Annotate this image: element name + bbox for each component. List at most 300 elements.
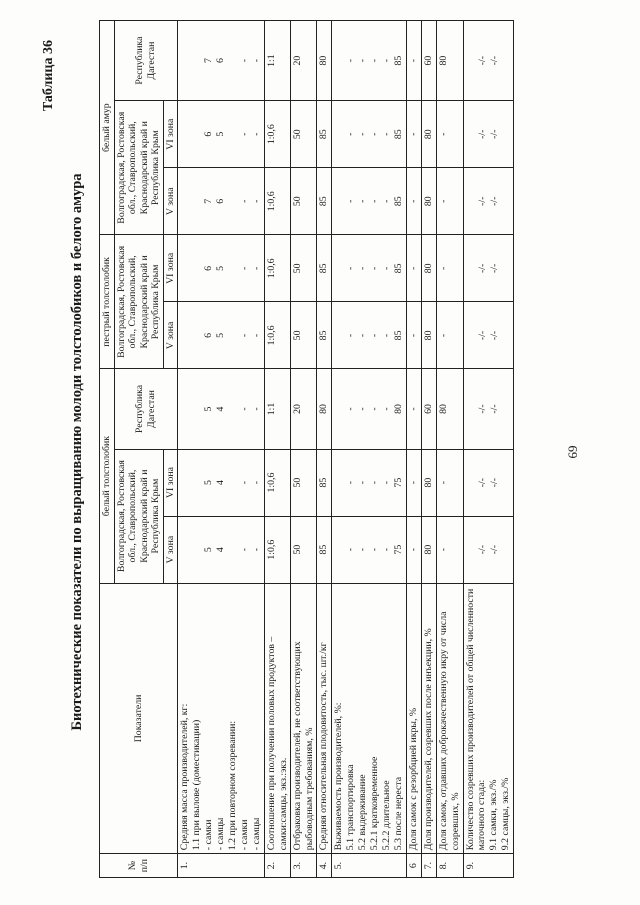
value-cell <box>178 516 265 583</box>
value-line: - <box>438 266 450 270</box>
value-line: - <box>408 199 420 203</box>
value-line: 1:0,6 <box>266 191 278 212</box>
indicator-line: 5.3 после нереста <box>393 776 405 851</box>
value-line: 80 <box>318 55 330 66</box>
value-cell <box>332 168 407 235</box>
value-line: 60 <box>423 55 435 66</box>
value-line: -/- <box>488 330 500 341</box>
value-cell <box>437 302 463 369</box>
value-line <box>191 520 203 580</box>
value-cell <box>463 101 513 168</box>
value-line <box>179 520 191 580</box>
value-line: 80 <box>423 544 435 555</box>
value-line: - <box>408 480 420 485</box>
value-line: - <box>345 132 357 136</box>
indicator-line: Доля производителей, созревших после инъекции, % <box>423 628 435 851</box>
value-line <box>465 238 477 298</box>
value-line: -/- <box>476 55 488 66</box>
value-line: -/- <box>488 196 500 206</box>
value-cell <box>317 235 332 302</box>
value-line: -/- <box>476 129 488 139</box>
value-line: 85 <box>318 330 330 341</box>
value-cell <box>317 101 332 168</box>
value-line: - <box>381 199 393 203</box>
value-line <box>179 171 191 231</box>
table-row <box>178 21 265 878</box>
value-cell <box>178 369 265 449</box>
table-row <box>463 21 513 878</box>
value-line: - <box>408 407 420 411</box>
value-cell <box>291 168 317 235</box>
value-line <box>227 520 239 580</box>
value-cell <box>407 168 422 235</box>
value-line: 4 <box>215 406 227 412</box>
value-cell <box>291 516 317 583</box>
value-cell <box>437 21 463 101</box>
row-number: 3. <box>291 854 317 878</box>
value-cell <box>422 235 437 302</box>
value-line: - <box>438 333 450 338</box>
row-number: 6 <box>407 854 422 878</box>
value-line <box>191 305 203 365</box>
value-line: - <box>408 58 420 63</box>
value-cell <box>437 369 463 449</box>
value-line: - <box>369 58 381 63</box>
value-line: - <box>357 333 369 338</box>
value-cell <box>178 21 265 101</box>
indicator-line: 5.1 транспортировка <box>345 764 357 851</box>
value-line: 6 <box>215 58 227 64</box>
header-group-bighead-carp: пестрый толстолобик <box>100 235 115 369</box>
value-line <box>333 24 345 97</box>
value-line: 1:1 <box>266 402 278 416</box>
indicator-line: - самки <box>203 819 215 851</box>
value-line: - <box>369 548 381 552</box>
indicator-cell <box>437 583 463 854</box>
value-line <box>227 372 239 445</box>
value-line <box>333 453 345 513</box>
value-line: - <box>369 266 381 270</box>
value-cell <box>407 449 422 516</box>
value-line: 6 <box>203 332 215 338</box>
indicator-line: 9.2 самцы, экз./% <box>499 777 511 851</box>
value-line: - <box>345 58 357 63</box>
value-cell <box>332 449 407 516</box>
value-cell <box>317 516 332 583</box>
value-cell <box>422 449 437 516</box>
row-number: 9. <box>463 854 513 878</box>
header-zone-vi: VI зона <box>163 235 178 302</box>
value-line: - <box>381 407 393 411</box>
value-line: - <box>345 333 357 338</box>
value-line: -/- <box>488 55 500 66</box>
value-line: 5 <box>203 547 215 553</box>
value-cell <box>407 369 422 449</box>
value-cell <box>332 369 407 449</box>
value-cell <box>422 369 437 449</box>
value-line: - <box>369 333 381 338</box>
value-line: - <box>251 407 263 411</box>
value-line: 80 <box>423 196 435 207</box>
value-cell <box>317 449 332 516</box>
value-cell <box>291 101 317 168</box>
indicator-cell <box>463 583 513 854</box>
indicator-cell <box>422 583 437 854</box>
indicator-line: Соотношение при получении половых продуктов – самки:самцы, экз.:экз. <box>266 636 289 851</box>
indicator-line: 5.2.1 кратковременное <box>369 756 381 851</box>
value-cell <box>463 449 513 516</box>
value-line: - <box>239 132 251 136</box>
value-line: 6 <box>203 265 215 271</box>
value-line: - <box>408 333 420 338</box>
value-cell <box>291 449 317 516</box>
value-line: 50 <box>292 477 304 488</box>
value-line <box>191 372 203 445</box>
value-line <box>333 238 345 298</box>
value-line: - <box>369 132 381 136</box>
value-cell <box>407 235 422 302</box>
value-line: - <box>438 548 450 552</box>
header-region-dagestan-1: Республика Дагестан <box>114 369 178 449</box>
value-line: 75 <box>393 477 405 488</box>
row-number: 4. <box>317 854 332 878</box>
table-row <box>291 21 317 878</box>
value-line: 5 <box>215 131 227 137</box>
value-line: 5 <box>215 332 227 338</box>
table-row <box>407 21 422 878</box>
value-cell <box>265 168 291 235</box>
table-row <box>437 21 463 878</box>
value-line: - <box>239 199 251 203</box>
value-line: 80 <box>438 404 450 414</box>
value-line: -/- <box>476 263 488 273</box>
value-cell <box>407 516 422 583</box>
value-line: - <box>357 58 369 63</box>
indicator-cell <box>407 583 422 854</box>
value-line: - <box>251 132 263 136</box>
value-cell <box>422 168 437 235</box>
value-line: 85 <box>393 129 405 140</box>
value-line: - <box>357 407 369 411</box>
value-cell <box>463 235 513 302</box>
value-line: - <box>381 480 393 485</box>
value-line: 7 <box>203 58 215 64</box>
value-line <box>179 238 191 298</box>
value-cell <box>178 235 265 302</box>
row-number: 1. <box>178 854 265 878</box>
value-line: - <box>357 132 369 136</box>
value-cell <box>291 21 317 101</box>
value-line: -/- <box>488 263 500 273</box>
value-cell <box>265 369 291 449</box>
value-line: 1:0,6 <box>266 124 278 145</box>
value-line: - <box>251 480 263 485</box>
page-number: 69 <box>565 445 580 459</box>
value-cell <box>437 449 463 516</box>
value-line: 60 <box>423 404 435 414</box>
value-line: 80 <box>423 477 435 488</box>
value-line: 4 <box>215 547 227 553</box>
value-line: - <box>381 333 393 338</box>
indicator-line: - самцы <box>251 817 263 851</box>
value-line: - <box>369 480 381 485</box>
value-cell <box>265 21 291 101</box>
value-line: - <box>438 199 450 203</box>
value-cell <box>317 302 332 369</box>
value-line: - <box>239 548 251 552</box>
value-line <box>465 305 477 365</box>
value-line <box>179 305 191 365</box>
indicator-line: Количество созревших производителей от общей численности маточного стада: <box>464 588 488 851</box>
indicator-line: 9.1 самки, экз./% <box>487 779 499 851</box>
value-line <box>333 171 345 231</box>
value-line: 4 <box>215 480 227 486</box>
indicator-line: Выживаемость производителей, %: <box>333 702 345 851</box>
value-cell <box>178 168 265 235</box>
indicator-cell <box>332 583 407 854</box>
value-line: -/- <box>476 477 488 488</box>
header-zone-vi: VI зона <box>163 449 178 516</box>
value-line: - <box>357 548 369 552</box>
value-line: 85 <box>393 330 405 341</box>
table-title: Биотехнические показатели по выращиванию молоди толстолобиков и белого амура <box>69 173 85 731</box>
value-line: - <box>345 407 357 411</box>
value-cell <box>437 235 463 302</box>
header-region-zones-1: Волгоградская, Ростовская обл., Ставропольский, Краснодарский край и Республика Крым <box>114 449 163 583</box>
value-line: 7 <box>203 198 215 204</box>
value-cell <box>265 449 291 516</box>
indicator-line: - самцы <box>215 817 227 851</box>
value-line: 85 <box>393 263 405 274</box>
value-line <box>191 171 203 231</box>
value-cell <box>291 302 317 369</box>
value-line: - <box>381 266 393 270</box>
value-line: - <box>251 199 263 203</box>
value-line: - <box>251 266 263 270</box>
value-cell <box>437 516 463 583</box>
indicator-line: Отбраковка производителей, не соответствующих рыбоводным требованиям, % <box>292 641 315 851</box>
value-line: 80 <box>393 404 405 414</box>
value-line: 5 <box>215 265 227 271</box>
value-line: 50 <box>292 129 304 140</box>
value-line: - <box>345 199 357 203</box>
value-cell <box>463 516 513 583</box>
value-line: - <box>345 548 357 552</box>
value-line: - <box>345 266 357 270</box>
value-line: 20 <box>292 55 304 66</box>
value-cell <box>317 21 332 101</box>
header-indicator: Показатели <box>100 583 178 854</box>
value-line: -/- <box>476 404 488 414</box>
value-line: -/- <box>488 404 500 414</box>
value-cell <box>437 101 463 168</box>
header-zone-v: V зона <box>163 302 178 369</box>
table-number: Таблица 36 <box>41 40 56 112</box>
value-line: 1:0,6 <box>266 472 278 493</box>
value-cell <box>463 21 513 101</box>
value-line <box>179 104 191 164</box>
indicator-line: Доля самок, отдавших доброкачественную икру от числа созревших, % <box>438 611 462 851</box>
value-line: -/- <box>488 477 500 488</box>
header-region-dagestan-3: Республика Дагестан <box>114 21 178 101</box>
table-row <box>422 21 437 878</box>
value-cell <box>407 21 422 101</box>
value-cell <box>265 516 291 583</box>
indicator-cell <box>291 583 317 854</box>
value-line: 85 <box>318 196 330 207</box>
indicator-cell <box>178 583 265 854</box>
value-line: - <box>381 58 393 63</box>
header-region-zones-2: Волгоградская, Ростовская обл., Ставропольский, Краснодарский край и Республика Крым <box>114 235 163 369</box>
value-line <box>227 171 239 231</box>
value-cell <box>265 235 291 302</box>
value-line <box>465 104 477 164</box>
value-line: 50 <box>292 330 304 341</box>
table-row <box>332 21 407 878</box>
indicator-line: Средняя масса производителей, кг: <box>179 703 191 851</box>
indicator-line: 1.1 при вылове (доместикации) <box>191 719 203 851</box>
value-line <box>465 520 477 580</box>
value-line: - <box>239 266 251 270</box>
value-line: 85 <box>318 129 330 140</box>
value-cell <box>178 101 265 168</box>
value-line: - <box>408 132 420 136</box>
value-line <box>227 305 239 365</box>
value-line: - <box>408 548 420 552</box>
row-number: 8. <box>437 854 463 878</box>
value-line <box>227 104 239 164</box>
value-line <box>333 520 345 580</box>
value-line: 50 <box>292 263 304 274</box>
value-line: 85 <box>393 196 405 207</box>
value-line: - <box>369 199 381 203</box>
value-cell <box>422 302 437 369</box>
value-line: 80 <box>423 263 435 274</box>
table-row <box>317 21 332 878</box>
value-line <box>179 453 191 513</box>
value-line: - <box>239 333 251 338</box>
value-line: -/- <box>488 129 500 139</box>
value-line <box>333 372 345 445</box>
biotech-table <box>99 20 514 878</box>
value-line: - <box>251 548 263 552</box>
indicator-line: 5.2 выдерживание <box>357 774 369 851</box>
header-group-white-silver-carp: белый толстолобик <box>100 369 115 583</box>
value-line: 50 <box>292 196 304 207</box>
value-line: 80 <box>423 129 435 140</box>
value-line: 80 <box>318 404 330 414</box>
indicator-line: 5.2.2 длительное <box>381 780 393 851</box>
row-number: 5. <box>332 854 407 878</box>
value-line <box>179 24 191 97</box>
value-line: 80 <box>423 330 435 341</box>
value-line <box>227 453 239 513</box>
value-line <box>191 104 203 164</box>
value-cell <box>332 21 407 101</box>
value-cell <box>178 302 265 369</box>
value-cell <box>332 235 407 302</box>
value-cell <box>463 369 513 449</box>
row-number: 7. <box>422 854 437 878</box>
value-line: 5 <box>203 480 215 486</box>
table-body <box>178 21 513 878</box>
header-group-grass-carp: белый амур <box>100 21 115 235</box>
indicator-line: Доля самок с резорбцией икры, % <box>408 707 420 851</box>
value-line: - <box>239 480 251 485</box>
header-zone-v: V зона <box>163 168 178 235</box>
value-line: - <box>357 266 369 270</box>
value-cell <box>463 168 513 235</box>
header-region-zones-3: Волгоградская, Ростовская обл., Ставропольский, Краснодарский край и Республика Крым <box>114 101 163 235</box>
value-cell <box>437 168 463 235</box>
value-line: 85 <box>318 263 330 274</box>
value-line: -/- <box>488 545 500 555</box>
value-line: -/- <box>476 545 488 555</box>
value-line: 6 <box>203 131 215 137</box>
value-line: 20 <box>292 404 304 414</box>
value-line: 85 <box>318 477 330 488</box>
rotated-page <box>35 12 605 892</box>
value-cell <box>332 516 407 583</box>
value-line: 1:0,6 <box>266 325 278 346</box>
value-cell <box>422 21 437 101</box>
value-line: 1:0,6 <box>266 258 278 279</box>
value-line: 5 <box>203 406 215 412</box>
indicator-cell <box>317 583 332 854</box>
value-line <box>333 305 345 365</box>
value-line <box>227 24 239 97</box>
value-line: - <box>239 407 251 411</box>
header-num: № п/п <box>100 854 178 878</box>
value-line: 85 <box>318 544 330 555</box>
value-line: - <box>239 58 251 63</box>
value-cell <box>422 101 437 168</box>
value-line: - <box>357 199 369 203</box>
header-zone-vi: VI зона <box>163 101 178 168</box>
indicator-cell <box>265 583 291 854</box>
value-line: 85 <box>393 55 405 66</box>
value-line <box>227 238 239 298</box>
value-line: - <box>345 480 357 485</box>
value-line: - <box>357 480 369 485</box>
value-cell <box>265 101 291 168</box>
value-cell <box>463 302 513 369</box>
value-line <box>465 24 477 97</box>
value-line: 1:1 <box>266 54 278 67</box>
value-line <box>465 372 477 445</box>
value-cell <box>291 235 317 302</box>
value-cell <box>265 302 291 369</box>
value-line: - <box>438 480 450 485</box>
value-line <box>465 453 477 513</box>
value-line <box>333 104 345 164</box>
header-zone-v: V зона <box>163 516 178 583</box>
value-cell <box>291 369 317 449</box>
value-line: 75 <box>393 544 405 555</box>
value-cell <box>422 516 437 583</box>
value-line: 6 <box>215 198 227 204</box>
value-cell <box>332 101 407 168</box>
value-line: 80 <box>438 55 450 66</box>
value-line: - <box>408 266 420 270</box>
value-line <box>179 372 191 445</box>
row-number: 2. <box>265 854 291 878</box>
value-line: 1:0,6 <box>266 539 278 560</box>
value-line <box>465 171 477 231</box>
value-line: - <box>381 548 393 552</box>
value-line <box>191 453 203 513</box>
value-cell <box>317 369 332 449</box>
